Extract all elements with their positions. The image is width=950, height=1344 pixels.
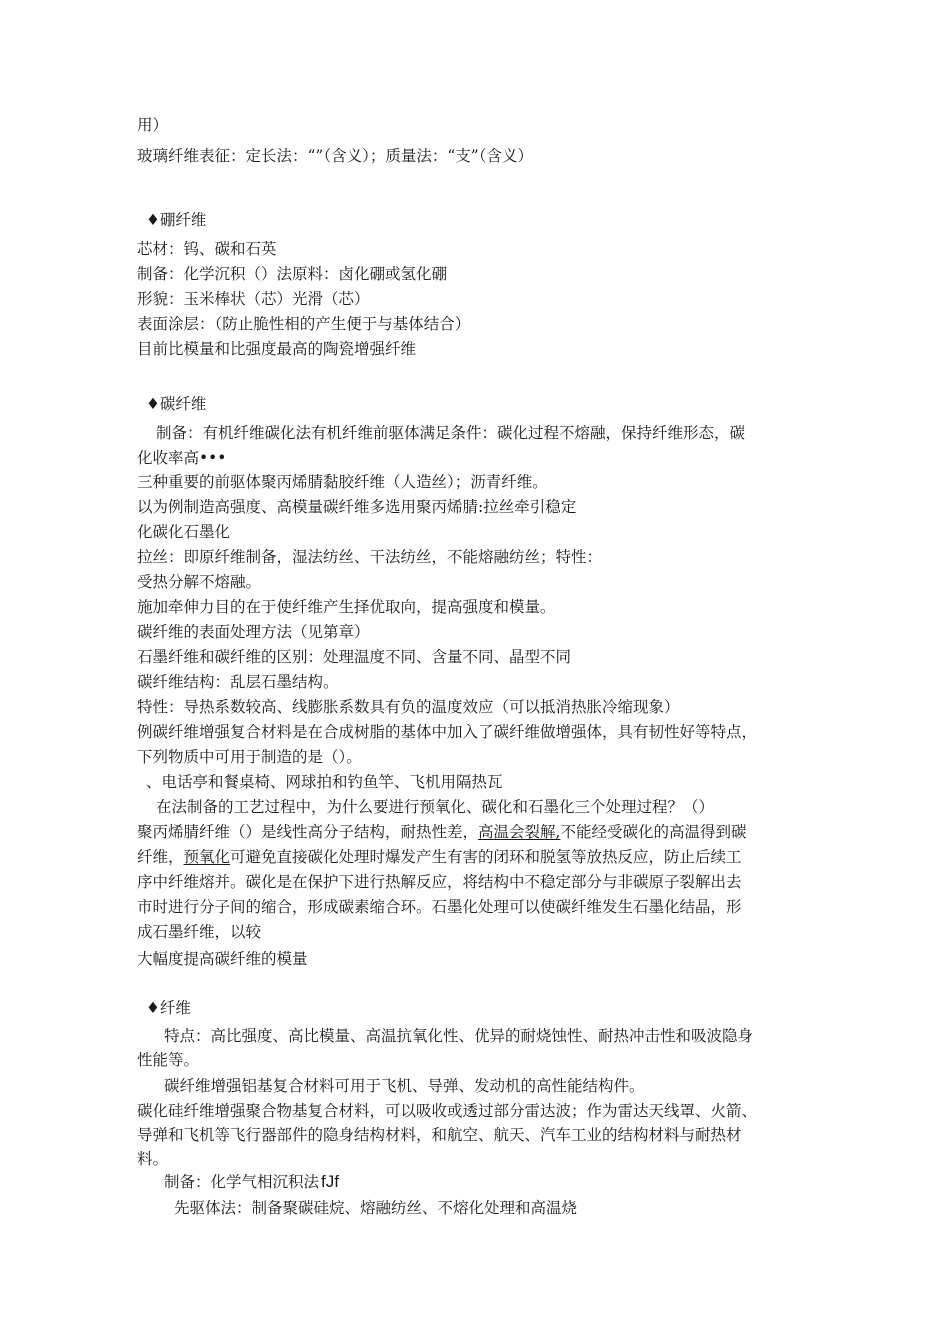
text-line: 序中纤维熔并。碳化是在保护下进行热解反应，将结构中不稳定部分与非碳原子裂解出去 bbox=[137, 873, 742, 891]
text-line: 在法制备的工艺过程中，为什么要进行预氧化、碳化和石墨化三个处理过程？（） bbox=[156, 798, 715, 816]
text-span: fJf bbox=[321, 1172, 339, 1191]
text-line bbox=[137, 847, 817, 867]
text-line: 化碳化石墨化 bbox=[137, 523, 231, 541]
section-heading-boron-fiber: ♦硼纤维 bbox=[146, 211, 207, 229]
text-span: 制备：化学气相沉积法 bbox=[164, 1173, 320, 1191]
text-line: 制备：有机纤维碳化法有机纤维前驱体满足条件：碳化过程不熔融，保持纤维形态，碳 bbox=[156, 424, 746, 442]
text-line: 、电话亭和餐桌椅、网球拍和钓鱼竿、飞机用隔热瓦 bbox=[146, 773, 503, 791]
text-line: 碳纤维增强铝基复合材料可用于飞机、导弹、发动机的高性能结构件。 bbox=[164, 1077, 645, 1095]
underlined-text: 高温会裂解, bbox=[478, 823, 561, 841]
text-line: 料。 bbox=[137, 1150, 169, 1168]
text-line: 导弹和飞机等飞行器部件的隐身结构材料，和航空、航天、汽车工业的结构材料与耐热材 bbox=[137, 1126, 742, 1144]
text-line: 制备：化学沉积（）法原料：卤化硼或氢化硼 bbox=[137, 265, 448, 283]
text-line: 芯材：钨、碳和石英 bbox=[137, 240, 277, 258]
text-span: 不能经受碳化的高温得到碳 bbox=[560, 823, 747, 841]
text-line: 碳纤维结构：乱层石墨结构。 bbox=[137, 673, 339, 691]
section-heading-carbon-fiber: ♦碳纤维 bbox=[146, 395, 207, 413]
text-line bbox=[164, 1172, 817, 1192]
text-line: 三种重要的前驱体聚丙烯腈黏胶纤维（人造丝）；沥青纤维。 bbox=[137, 473, 548, 491]
text-line: 表面涂层：（防止脆性相的产生便于与基体结合） bbox=[137, 315, 471, 333]
text-span: 可避免直接碳化处理时爆发产生有害的闭环和脱氢等放热反应，防止后续工 bbox=[230, 848, 742, 866]
text-line: 市时进行分子间的缩合，形成碳素缩合环。石墨化处理可以使碳纤维发生石墨化结晶，形 bbox=[137, 898, 742, 916]
text-line: 以为例制造高强度、高模量碳纤维多选用聚丙烯腈:拉丝牵引稳定 bbox=[137, 498, 577, 516]
text-line: 先驱体法：制备聚碳硅烷、熔融纺丝、不熔化处理和高温烧 bbox=[174, 1199, 578, 1217]
text-line: 施加牵伸力目的在于使纤维产生择优取向，提高强度和模量。 bbox=[137, 598, 556, 616]
text-line: 目前比模量和比强度最高的陶瓷增强纤维 bbox=[137, 340, 417, 358]
text-line: 性能等。 bbox=[137, 1051, 200, 1069]
text-line bbox=[137, 822, 817, 842]
text-span: 聚丙烯腈纤维（）是线性高分子结构，耐热性差， bbox=[137, 823, 479, 841]
text-line: 受热分解不熔融。 bbox=[137, 573, 262, 591]
text-line: 下列物质中可用于制造的是（）。 bbox=[137, 748, 362, 766]
text-line: 化收率高••• bbox=[137, 449, 227, 467]
text-line: 成石墨纤维，以较 bbox=[137, 923, 262, 941]
underlined-text: 预氧化 bbox=[183, 848, 231, 866]
text-line: 碳纤维的表面处理方法（见第章） bbox=[137, 623, 370, 641]
section-heading-fiber: ♦纤维 bbox=[146, 999, 191, 1017]
text-line: 石墨纤维和碳纤维的区别：处理温度不同、含量不同、晶型不同 bbox=[137, 648, 572, 666]
text-span: 纤维， bbox=[137, 848, 184, 866]
text-line: 用） bbox=[137, 116, 169, 134]
text-line: 特点：高比强度、高比模量、高温抗氧化性、优异的耐烧蚀性、耐热冲击性和吸波隐身 bbox=[164, 1027, 754, 1045]
text-line: 大幅度提高碳纤维的模量 bbox=[137, 950, 308, 968]
text-line: 例碳纤维增强复合材料是在合成树脂的基体中加入了碳纤维做增强体，具有韧性好等特点， bbox=[137, 723, 758, 741]
text-line: 玻璃纤维表征：定长法：“”（含义）；质量法：“支”（含义） bbox=[137, 147, 533, 165]
text-line: 形貌：玉米棒状（芯）光滑（芯） bbox=[137, 290, 370, 308]
text-line: 碳化硅纤维增强聚合物基复合材料，可以吸收或透过部分雷达波；作为雷达天线罩、火箭、 bbox=[137, 1102, 758, 1120]
text-line: 拉丝：即原纤维制备，湿法纺丝、干法纺丝，不能熔融纺丝；特性： bbox=[137, 548, 603, 566]
text-line: 特性：导热系数较高、线膨胀系数具有负的温度效应（可以抵消热胀冷缩现象） bbox=[137, 698, 680, 716]
